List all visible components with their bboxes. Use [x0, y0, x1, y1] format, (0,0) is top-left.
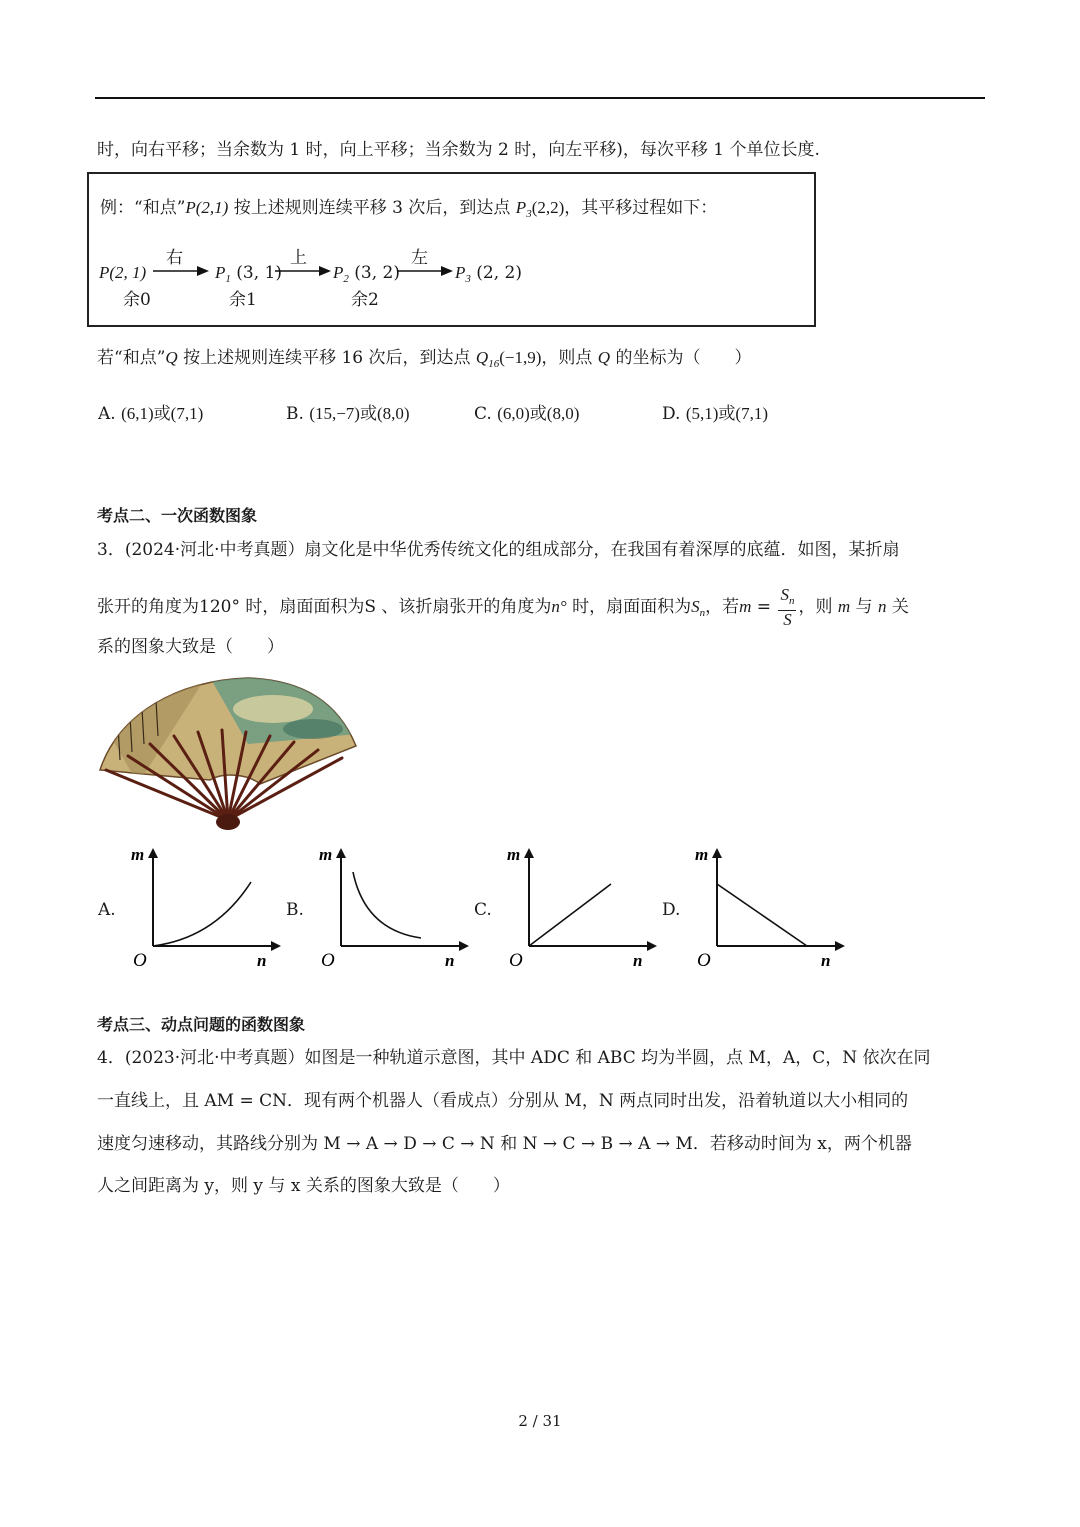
graph-a — [125, 842, 285, 972]
page-number: 2 / 31 — [518, 1412, 562, 1430]
graph-b — [313, 842, 473, 972]
graph-d-origin: O — [697, 950, 711, 971]
graph-c-label[interactable]: C. — [474, 900, 492, 920]
graph-d — [689, 842, 849, 972]
step-p: P(2, 1) — [99, 263, 147, 282]
option-d[interactable]: D. (5,1)或(7,1) — [662, 404, 768, 424]
q2-text-b: 按上述规则连续平移 16 次后，到达点 — [177, 348, 476, 368]
q4-line-2: 一直线上，且 AM = CN．现有两个机器人（看成点）分别从 M，N 两点同时出发，沿着轨道以大小相同的 — [97, 1091, 909, 1111]
step-p1-remainder: 余1 — [229, 290, 257, 310]
step-p-remainder: 余0 — [123, 290, 151, 310]
example-point-p3: (2,2) — [531, 198, 565, 217]
folding-fan-image — [98, 674, 358, 832]
q2-q16: (−1,9) — [499, 348, 542, 367]
graph-d-label[interactable]: D. — [662, 900, 681, 920]
graph-b-origin: O — [321, 950, 335, 971]
step-p1: (3, 1) — [236, 263, 283, 283]
graph-b-x-label: n — [445, 951, 455, 970]
graph-b-y-label: m — [319, 845, 333, 864]
arrow-label-left: 左 — [411, 248, 428, 268]
arrow-2 — [275, 264, 331, 278]
option-b[interactable]: B. (15,−7)或(8,0) — [286, 404, 410, 424]
example-suffix: ，其平移过程如下： — [564, 198, 718, 218]
question-2-line: 若“和点”Q 按上述规则连续平移 16 次后，到达点 $Q_{16}(-1,9)$，则点 Q 的坐标为（ ） — [97, 348, 752, 370]
example-prefix: 例：“和点” — [100, 198, 186, 218]
example-point-p: P(2,1) — [185, 198, 229, 217]
q2-text-d: 的坐标为（ ） — [610, 348, 752, 368]
section-3-heading: 考点三、动点问题的函数图象 — [97, 1015, 306, 1034]
intro-line: 时，向右平移；当余数为 1 时，向上平移；当余数为 2 时，向左平移)，每次平移 1 个单位长度. — [97, 140, 820, 160]
option-a[interactable]: A. (6,1)或(7,1) — [98, 404, 204, 424]
graph-d-x-label: n — [821, 951, 831, 970]
header-rule — [95, 97, 985, 99]
graph-a-x-label: n — [257, 951, 267, 970]
q4-line-3: 速度匀速移动，其路线分别为 M → A → D → C → N 和 N → C → B → A → M．若移动时间为 x，两个机器 — [97, 1134, 912, 1154]
graph-a-origin: O — [133, 950, 147, 971]
step-p3: (2, 2) — [476, 263, 523, 283]
graph-c-origin: O — [509, 950, 523, 971]
graph-c-x-label: n — [633, 951, 643, 970]
arrow-label-right: 右 — [166, 248, 183, 268]
example-line: 例：“和点”P(2,1) 按上述规则连续平移 3 次后，到达点 $P_3(2,2)$，其平移过程如下： — [100, 198, 718, 220]
arrow-3 — [397, 264, 453, 278]
graph-b-label[interactable]: B. — [286, 900, 304, 920]
q4-line-1: 4．(2023·河北·中考真题）如图是一种轨道示意图，其中 ADC 和 ABC 均为半圆，点 M，A，C，N 依次在同 — [97, 1048, 931, 1068]
option-c[interactable]: C. (6,0)或(8,0) — [474, 404, 580, 424]
graph-c — [501, 842, 661, 972]
q2-text-c: ，则点 — [541, 348, 598, 368]
example-middle: 按上述规则连续平移 3 次后，到达点 — [228, 198, 516, 218]
q4-line-4: 人之间距离为 y，则 y 与 x 关系的图象大致是（ ） — [97, 1176, 510, 1196]
graph-c-y-label: m — [507, 845, 521, 864]
graph-d-y-label: m — [695, 845, 709, 864]
q2-q-again: Q — [597, 348, 611, 367]
graph-a-y-label: m — [131, 845, 145, 864]
step-p2-remainder: 余2 — [351, 290, 379, 310]
section-2-heading: 考点二、一次函数图象 — [97, 506, 258, 525]
q3-line-3: 系的图象大致是（ ） — [97, 637, 284, 657]
arrow-1 — [153, 264, 209, 278]
q3-line-1: 3．(2024·河北·中考真题）扇文化是中华优秀传统文化的组成部分，在我国有着深厚的底蕴．如图，某折扇 — [97, 540, 900, 560]
q2-text-a: 若“和点” — [97, 348, 166, 368]
q2-q: Q — [165, 348, 178, 367]
graph-a-label[interactable]: A. — [98, 900, 116, 920]
step-p2: (3, 2) — [354, 263, 401, 283]
arrow-label-up: 上 — [290, 248, 307, 268]
q3-line-2: 张开的角度为120° 时，扇面面积为S 、该折扇张开的角度为n° 时，扇面面积为$S_n$，若m = $\frac{S_n}{S}$ ，则 m 与 n 关 — [97, 585, 909, 629]
